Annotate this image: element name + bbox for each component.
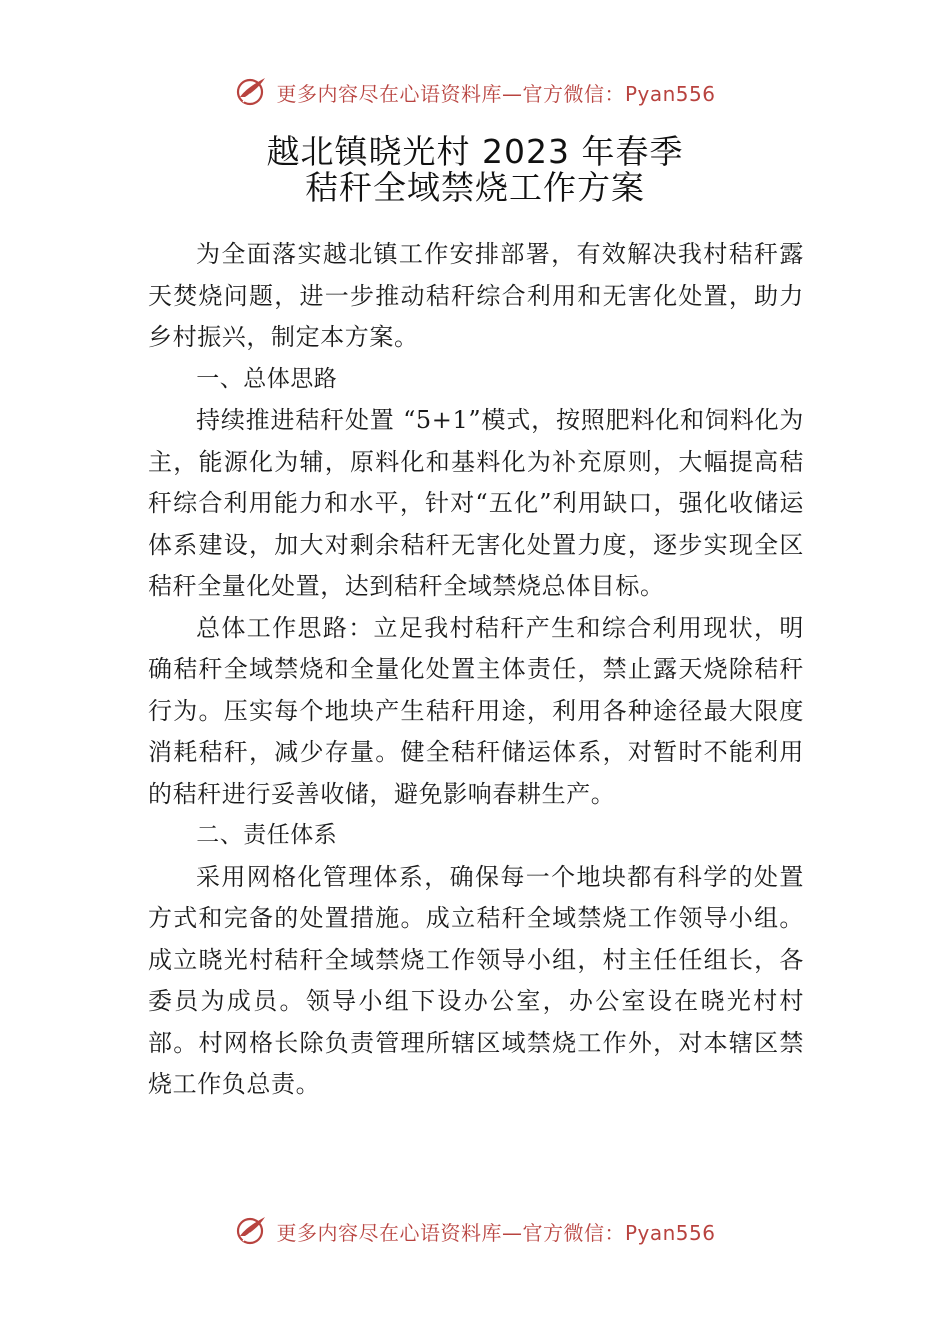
section1-paragraph-2: 总体工作思路：立足我村秸秆产生和综合利用现状，明确秸秆全域禁烧和全量化处置主体责任，禁止露天烧除秸秆行为。压实每个地块产生秸秆用途，利用各种途径最大限度消耗秸秆，减少存量。健全秸秆储运体系，对暂时不能利用的秸秆进行妥善收储，避免影响春耕生产。	[148, 613, 804, 808]
watermark-footer	[0, 1211, 950, 1251]
watermark-header	[0, 72, 950, 112]
watermark-text: 更多内容尽在心语资料库—官方微信：Pyan556	[276, 81, 716, 106]
document-title-line1: 越北镇晓光村 2023 年春季	[266, 132, 684, 171]
section1-paragraph-1: 持续推进秸秆处置 “5+1”模式，按照肥料化和饲料化为主，能源化为辅，原料化和基料化为补充原则，大幅提高秸秆综合利用能力和水平，针对“五化”利用缺口，强化收储运体系建设，加大对剩余秸秆无害化处置力度，逐步实现全区秸秆全量化处置，达到秸秆全域禁烧总体目标。	[148, 406, 804, 600]
document-title-line2: 秸秆全域禁烧工作方案	[305, 168, 645, 207]
section2-paragraph-1: 采用网格化管理体系，确保每一个地块都有科学的处置方式和完备的处置措施。成立秸秆全域禁烧工作领导小组。 成立晓光村秸秆全域禁烧工作领导小组，村主任任组长，各委员为成员。领导小组下设办公室，办公室设在晓光村村部。村网格长除负责管理所辖区域禁烧工作外，对本辖区禁烧工作负总责。	[148, 862, 804, 1098]
quill-circle-logo-icon	[234, 1214, 268, 1248]
watermark-text: 更多内容尽在心语资料库—官方微信：Pyan556	[276, 1220, 716, 1245]
quill-circle-logo-icon	[234, 75, 268, 109]
section-heading-2: 二、责任体系	[196, 822, 338, 848]
section-heading-1: 一、总体思路	[196, 365, 338, 392]
document-body	[148, 234, 804, 1106]
intro-paragraph: 为全面落实越北镇工作安排部署，有效解决我村秸秆露天焚烧问题，进一步推动秸秆综合利用和无害化处置，助力乡村振兴，制定本方案。	[148, 240, 804, 351]
